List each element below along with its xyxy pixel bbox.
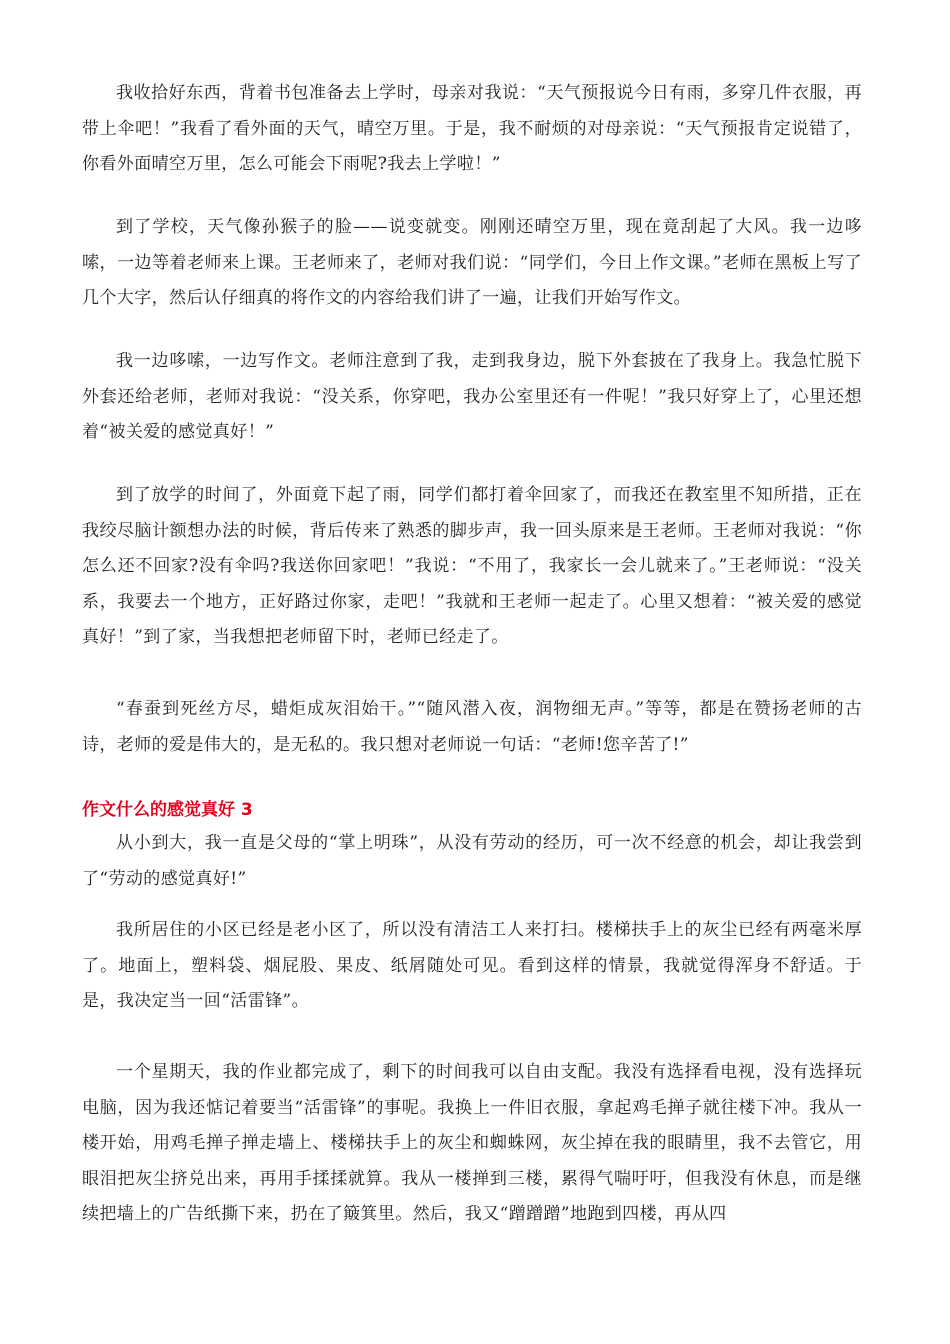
paragraph-5: “春蚕到死丝方尽，蜡炬成灰泪始干。”“随风潜入夜，润物细无声。”等等，都是在赞扬老师的古诗，老师的爱是伟大的，是无私的。我只想对老师说一句话：“老师!您辛苦了!” <box>82 699 862 755</box>
paragraph-2: 到了学校，天气像孙猴子的脸——说变就变。刚刚还晴空万里，现在竟刮起了大风。我一边哆嗦，一边等着老师来上课。王老师来了，老师对我们说：“同学们，今日上作文课。”老师在黑板上写了几个大字，然后认仔细真的将作文的内容给我们讲了一遍，让我们开始写作文。 <box>82 217 862 308</box>
section-heading: 作文什么的感觉真好 3 <box>82 800 253 820</box>
paragraph-3: 我一边哆嗦，一边写作文。老师注意到了我，走到我身边，脱下外套披在了我身上。我急忙脱下外套还给老师，老师对我说：“没关系，你穿吧，我办公室里还有一件呢！”我只好穿上了，心里还想着“被关爱的感觉真好！” <box>82 351 862 442</box>
paragraph-1: 我收拾好东西，背着书包准备去上学时，母亲对我说：“天气预报说今日有雨，多穿几件衣服，再带上伞吧！”我看了看外面的天气，晴空万里。于是，我不耐烦的对母亲说：“天气预报肯定说错了，你看外面晴空万里，怎么可能会下雨呢?我去上学啦！” <box>82 83 862 174</box>
paragraph-8: 一个星期天，我的作业都完成了，剩下的时间我可以自由支配。我没有选择看电视，没有选择玩电脑，因为我还惦记着要当“活雷锋”的事呢。我换上一件旧衣服，拿起鸡毛掸子就往楼下冲。我从一楼开始，用鸡毛掸子掸走墙上、楼梯扶手上的灰尘和蜘蛛网，灰尘掉在我的眼睛里，我不去管它，用眼泪把灰尘挤兑出来，再用手揉揉就算。我从一楼掸到三楼，累得气喘吁吁，但我没有休息，而是继续把墙上的广告纸撕下来，扔在了簸箕里。然后，我又“蹭蹭蹭”地跑到四楼，再从四 <box>82 1062 862 1224</box>
paragraph-7: 我所居住的小区已经是老小区了，所以没有清洁工人来打扫。楼梯扶手上的灰尘已经有两毫米厚了。地面上，塑料袋、烟屁股、果皮、纸屑随处可见。看到这样的情景，我就觉得浑身不舒适。于是，我决定当一回“活雷锋”。 <box>82 920 862 1011</box>
paragraph-4: 到了放学的时间了，外面竟下起了雨，同学们都打着伞回家了，而我还在教室里不知所措，正在我绞尽脑计额想办法的时候，背后传来了熟悉的脚步声，我一回头原来是王老师。王老师对我说：“你怎么还不回家?没有伞吗?我送你回家吧！”我说：“不用了，我家长一会儿就来了。”王老师说：“没关系，我要去一个地方，正好路过你家，走吧！”我就和王老师一起走了。心里又想着：“被关爱的感觉真好！”到了家，当我想把老师留下时，老师已经走了。 <box>82 485 862 647</box>
paragraph-6: 从小到大，我一直是父母的“掌上明珠”，从没有劳动的经历，可一次不经意的机会，却让我尝到了“劳动的感觉真好!” <box>82 833 862 889</box>
